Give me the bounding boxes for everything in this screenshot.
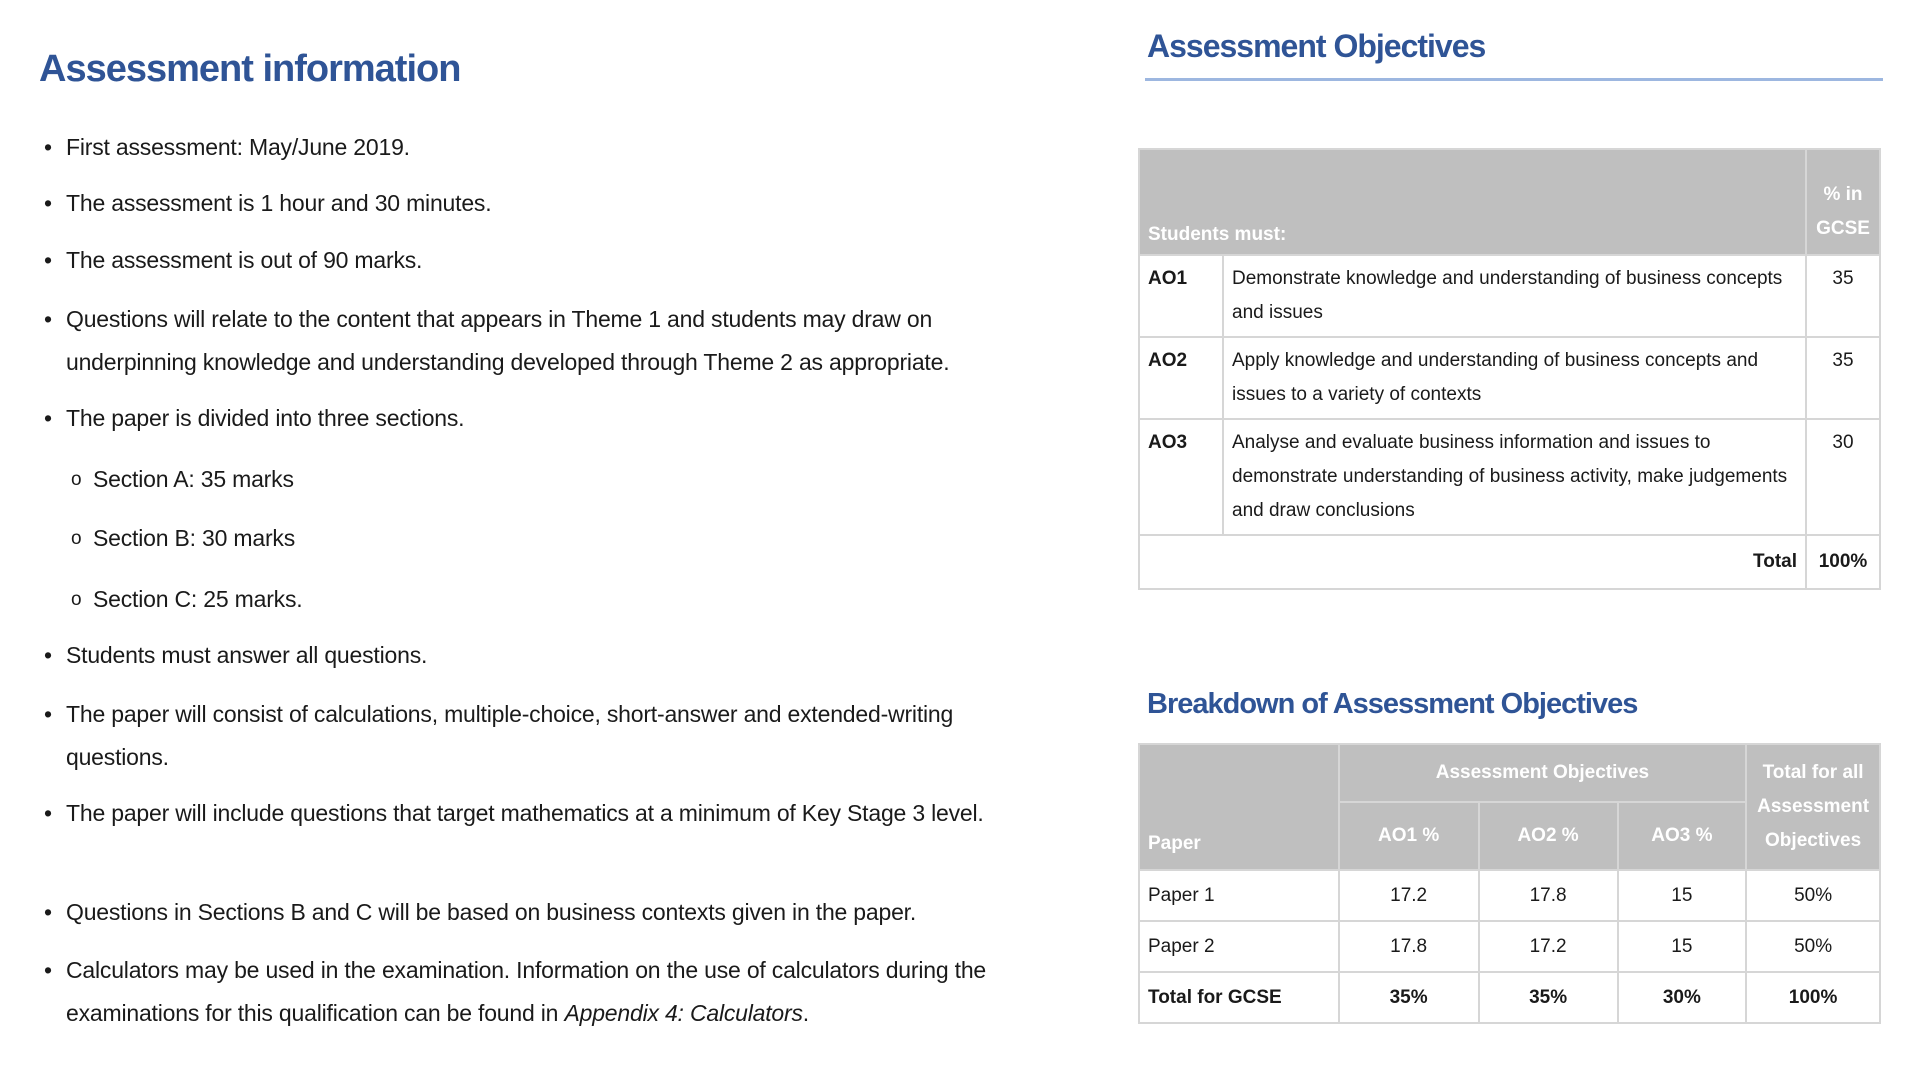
header-line: Assessment	[1757, 796, 1870, 817]
assessment-information-title: Assessment information	[39, 48, 461, 90]
ao-description: Apply knowledge and understanding of business concepts and issues to a variety of contexts	[1223, 337, 1806, 419]
bullet-icon: •	[44, 306, 52, 332]
ao3-value: 30%	[1618, 972, 1747, 1023]
bullet-icon: •	[44, 134, 52, 160]
header-line: GCSE	[1816, 218, 1870, 239]
percent-header	[1806, 149, 1880, 255]
bullet-icon: •	[44, 405, 52, 431]
table-row	[1139, 255, 1880, 337]
list-item	[44, 891, 1046, 934]
total-label: Total	[1139, 535, 1806, 589]
total-all-header	[1746, 744, 1880, 870]
ao1-value: 35%	[1339, 972, 1479, 1023]
list-item-text: First assessment: May/June 2019.	[66, 134, 410, 160]
ao3-header: AO3 %	[1618, 802, 1747, 870]
list-item	[44, 693, 1046, 779]
total-value: 100%	[1806, 535, 1880, 589]
header-line: % in	[1823, 184, 1863, 205]
list-item-text: Questions in Sections B and C will be based on business contexts given in the paper.	[66, 899, 917, 925]
table-row	[1139, 921, 1880, 972]
list-item	[44, 126, 1046, 169]
paper-name: Paper 1	[1139, 870, 1339, 921]
bullet-icon: •	[44, 899, 52, 925]
list-item-text: Section C: 25 marks.	[93, 586, 303, 612]
list-item-text: Students must answer all questions.	[66, 642, 428, 668]
header-line: Objectives	[1765, 830, 1862, 851]
table-header-row	[1139, 744, 1880, 802]
assessment-objectives-title: Assessment Objectives	[1147, 28, 1486, 64]
ao-percent: 35	[1806, 337, 1880, 419]
ao3-value: 15	[1618, 870, 1747, 921]
ao-code: AO1	[1139, 255, 1223, 337]
bullet-icon: •	[44, 957, 52, 983]
sub-list-item	[71, 578, 1073, 621]
paper-name: Total for GCSE	[1139, 972, 1339, 1023]
total-value: 100%	[1746, 972, 1880, 1023]
breakdown-title: Breakdown of Assessment Objectives	[1147, 688, 1638, 720]
list-item-text: The assessment is 1 hour and 30 minutes.	[66, 190, 492, 216]
assessment-objectives-table	[1138, 148, 1881, 590]
list-item	[44, 298, 1046, 384]
bullet-icon: •	[44, 190, 52, 216]
total-row	[1139, 972, 1880, 1023]
ao-description: Demonstrate knowledge and understanding of business concepts and issues	[1223, 255, 1806, 337]
list-item-text: Calculators may be used in the examination. Information on the use of calculators during the examinations for this qualification can be found in	[66, 957, 987, 1026]
list-item-text: Questions will relate to the content that appears in Theme 1 and students may draw on underpinning knowledge and understanding developed through Theme 2 as appropriate.	[66, 306, 950, 375]
table-row	[1139, 870, 1880, 921]
ao1-value: 17.2	[1339, 870, 1479, 921]
ao-code: AO3	[1139, 419, 1223, 535]
list-item-text: The assessment is out of 90 marks.	[66, 247, 423, 273]
paper-name: Paper 2	[1139, 921, 1339, 972]
header-line: Total for all	[1762, 762, 1864, 783]
list-item-text: Section A: 35 marks	[93, 466, 294, 492]
list-item	[44, 949, 1046, 1035]
list-item-text: The paper will include questions that target mathematics at a minimum of Key Stage 3 level.	[66, 800, 984, 826]
circle-bullet-icon: o	[71, 589, 82, 610]
students-must-header: Students must:	[1139, 149, 1806, 255]
sub-list-item	[71, 517, 1073, 560]
ao2-value: 17.2	[1479, 921, 1618, 972]
total-value: 50%	[1746, 921, 1880, 972]
bullet-icon: •	[44, 800, 52, 826]
ao-description: Analyse and evaluate business information and issues to demonstrate understanding of business activity, make judgements and draw conclusions	[1223, 419, 1806, 535]
paper-header: Paper	[1139, 744, 1339, 870]
list-item-text-end: .	[802, 1000, 809, 1026]
appendix-reference: Appendix 4: Calculators	[564, 1000, 803, 1026]
title-underline	[1145, 78, 1883, 81]
ao3-value: 15	[1618, 921, 1747, 972]
breakdown-table	[1138, 743, 1881, 1024]
list-item	[44, 792, 1046, 835]
ao2-value: 35%	[1479, 972, 1618, 1023]
list-item	[44, 397, 1046, 440]
table-row	[1139, 337, 1880, 419]
list-item-text: The paper will consist of calculations, multiple-choice, short-answer and extended-writing questions.	[66, 701, 954, 770]
table-header-row	[1139, 149, 1880, 255]
circle-bullet-icon: o	[71, 469, 82, 490]
ao-percent: 30	[1806, 419, 1880, 535]
ao2-header: AO2 %	[1479, 802, 1618, 870]
assessment-objectives-group-header: Assessment Objectives	[1339, 744, 1747, 802]
list-item	[44, 239, 1046, 282]
list-item-text: The paper is divided into three sections.	[66, 405, 465, 431]
list-item-text: Section B: 30 marks	[93, 525, 296, 551]
total-row	[1139, 535, 1880, 589]
ao1-value: 17.8	[1339, 921, 1479, 972]
bullet-icon: •	[44, 642, 52, 668]
bullet-icon: •	[44, 701, 52, 727]
ao1-header: AO1 %	[1339, 802, 1479, 870]
ao-percent: 35	[1806, 255, 1880, 337]
ao2-value: 17.8	[1479, 870, 1618, 921]
total-value: 50%	[1746, 870, 1880, 921]
table-row	[1139, 419, 1880, 535]
list-item	[44, 634, 1046, 677]
sub-list-item	[71, 458, 1073, 501]
bullet-icon: •	[44, 247, 52, 273]
circle-bullet-icon: o	[71, 528, 82, 549]
ao-code: AO2	[1139, 337, 1223, 419]
list-item	[44, 182, 1046, 225]
